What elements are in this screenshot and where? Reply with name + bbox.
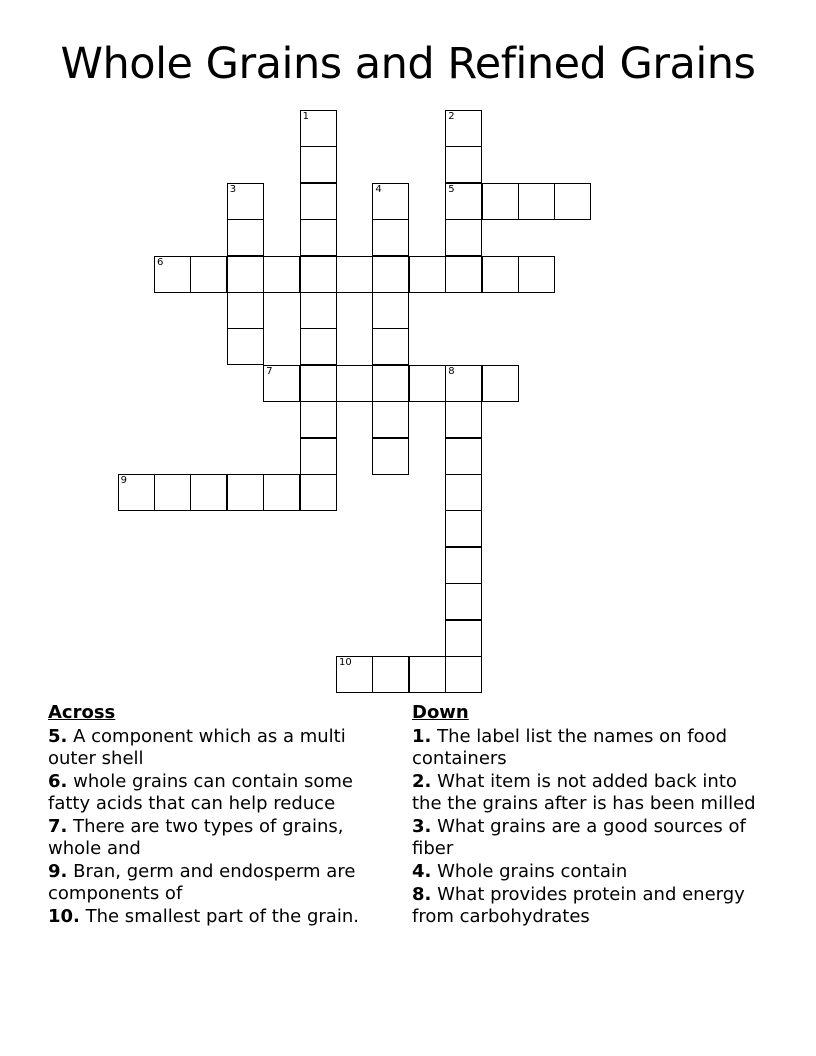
grid-cell[interactable] — [190, 474, 227, 511]
grid-cell[interactable] — [372, 183, 409, 220]
grid-cell[interactable] — [300, 219, 337, 256]
clue-text: What provides protein and energy from carbohydrates — [412, 884, 745, 927]
clue-across-7 — [48, 816, 393, 860]
grid-cell[interactable] — [227, 292, 264, 329]
clue-text: What grains are a good sources of fiber — [412, 816, 746, 859]
grid-cell[interactable] — [372, 438, 409, 475]
grid-cell[interactable] — [445, 183, 482, 220]
clue-number: 4. — [412, 861, 432, 882]
clue-across-9 — [48, 861, 393, 905]
grid-cell[interactable] — [409, 365, 446, 402]
cell-number: 8 — [448, 365, 455, 377]
clue-number: 9. — [48, 861, 68, 882]
clue-text: The smallest part of the grain. — [79, 906, 359, 927]
grid-cell[interactable] — [336, 365, 373, 402]
grid-cell[interactable] — [227, 183, 264, 220]
grid-cell[interactable] — [445, 110, 482, 147]
clue-across-6 — [48, 771, 393, 815]
cell-number: 5 — [448, 183, 455, 195]
cell-number: 7 — [266, 365, 273, 377]
grid-cell[interactable] — [372, 656, 409, 693]
clue-number: 8. — [412, 884, 432, 905]
grid-cell[interactable] — [518, 183, 555, 220]
grid-cell[interactable] — [336, 256, 373, 293]
clue-number: 10. — [48, 906, 80, 927]
grid-cell[interactable] — [445, 365, 482, 402]
grid-cell[interactable] — [445, 438, 482, 475]
clue-number: 2. — [412, 771, 432, 792]
grid-cell[interactable] — [300, 183, 337, 220]
grid-cell[interactable] — [118, 474, 155, 511]
grid-cell[interactable] — [300, 110, 337, 147]
clue-number: 3. — [412, 816, 432, 837]
grid-cell[interactable] — [372, 219, 409, 256]
clue-text: The label list the names on food containers — [412, 726, 728, 769]
clue-text: There are two types of grains, whole and — [48, 816, 344, 859]
clue-across-5 — [48, 726, 393, 770]
grid-cell[interactable] — [445, 583, 482, 620]
cell-number: 9 — [120, 475, 127, 486]
grid-cell[interactable] — [300, 328, 337, 365]
clue-down-1 — [412, 726, 772, 770]
cell-number: 1 — [302, 111, 309, 122]
grid-cell[interactable] — [372, 328, 409, 365]
clue-text: whole grains can contain some fatty acids that can help reduce — [48, 771, 353, 814]
clue-down-4 — [412, 861, 772, 883]
grid-cell[interactable] — [409, 656, 446, 693]
clue-number: 6. — [48, 771, 68, 792]
grid-cell[interactable] — [263, 256, 300, 293]
clue-down-2 — [412, 771, 772, 815]
grid-cell[interactable] — [227, 219, 264, 256]
clue-text: What item is not added back into the the grains after is has been milled — [412, 771, 756, 814]
grid-cell[interactable] — [445, 510, 482, 547]
grid-cell[interactable] — [445, 474, 482, 511]
down-heading: Down — [412, 702, 469, 723]
grid-cell[interactable] — [554, 183, 591, 220]
clue-text: A component which as a multi outer shell — [48, 726, 346, 769]
page-title: Whole Grains and Refined Grains — [60, 39, 756, 89]
grid-cell[interactable] — [445, 620, 482, 657]
cell-number: 6 — [157, 256, 164, 268]
clue-across-10 — [48, 906, 393, 928]
grid-cell[interactable] — [300, 146, 337, 183]
grid-cell[interactable] — [300, 256, 337, 293]
grid-cell[interactable] — [482, 365, 519, 402]
grid-cell[interactable] — [300, 438, 337, 475]
clue-down-3 — [412, 816, 772, 860]
clue-number: 5. — [48, 726, 68, 747]
grid-cell[interactable] — [445, 547, 482, 584]
grid-cell[interactable] — [482, 183, 519, 220]
grid-cell[interactable] — [263, 365, 300, 402]
grid-cell[interactable] — [263, 474, 300, 511]
grid-cell[interactable] — [300, 474, 337, 511]
grid-cell[interactable] — [372, 292, 409, 329]
grid-cell[interactable] — [372, 401, 409, 438]
grid-cell[interactable] — [445, 656, 482, 693]
grid-cell[interactable] — [154, 256, 191, 293]
grid-cell[interactable] — [372, 256, 409, 293]
down-clues — [412, 702, 772, 929]
grid-cell[interactable] — [190, 256, 227, 293]
grid-cell[interactable] — [227, 474, 264, 511]
grid-cell[interactable] — [227, 256, 264, 293]
grid-cell[interactable] — [300, 365, 337, 402]
grid-cell[interactable] — [482, 256, 519, 293]
clue-number: 7. — [48, 816, 68, 837]
grid-cell[interactable] — [300, 292, 337, 329]
grid-cell[interactable] — [445, 401, 482, 438]
grid-cell[interactable] — [227, 328, 264, 365]
grid-cell[interactable] — [154, 474, 191, 511]
clue-number: 1. — [412, 726, 432, 747]
grid-cell[interactable] — [336, 656, 373, 693]
grid-cell[interactable] — [445, 146, 482, 183]
grid-cell[interactable] — [445, 256, 482, 293]
clue-text: Whole grains contain — [431, 861, 628, 882]
cell-number: 10 — [339, 657, 352, 668]
clue-down-8 — [412, 884, 772, 928]
clue-text: Bran, germ and endosperm are components of — [48, 861, 356, 904]
cell-number: 4 — [375, 183, 382, 195]
grid-cell[interactable] — [372, 365, 409, 402]
grid-cell[interactable] — [445, 219, 482, 256]
cell-number: 2 — [448, 111, 455, 122]
cell-number: 3 — [229, 183, 237, 195]
grid-cell[interactable] — [518, 256, 555, 293]
across-heading: Across — [48, 702, 116, 723]
across-clues — [48, 702, 393, 929]
grid-cell[interactable] — [300, 401, 337, 438]
grid-cell[interactable] — [409, 256, 446, 293]
